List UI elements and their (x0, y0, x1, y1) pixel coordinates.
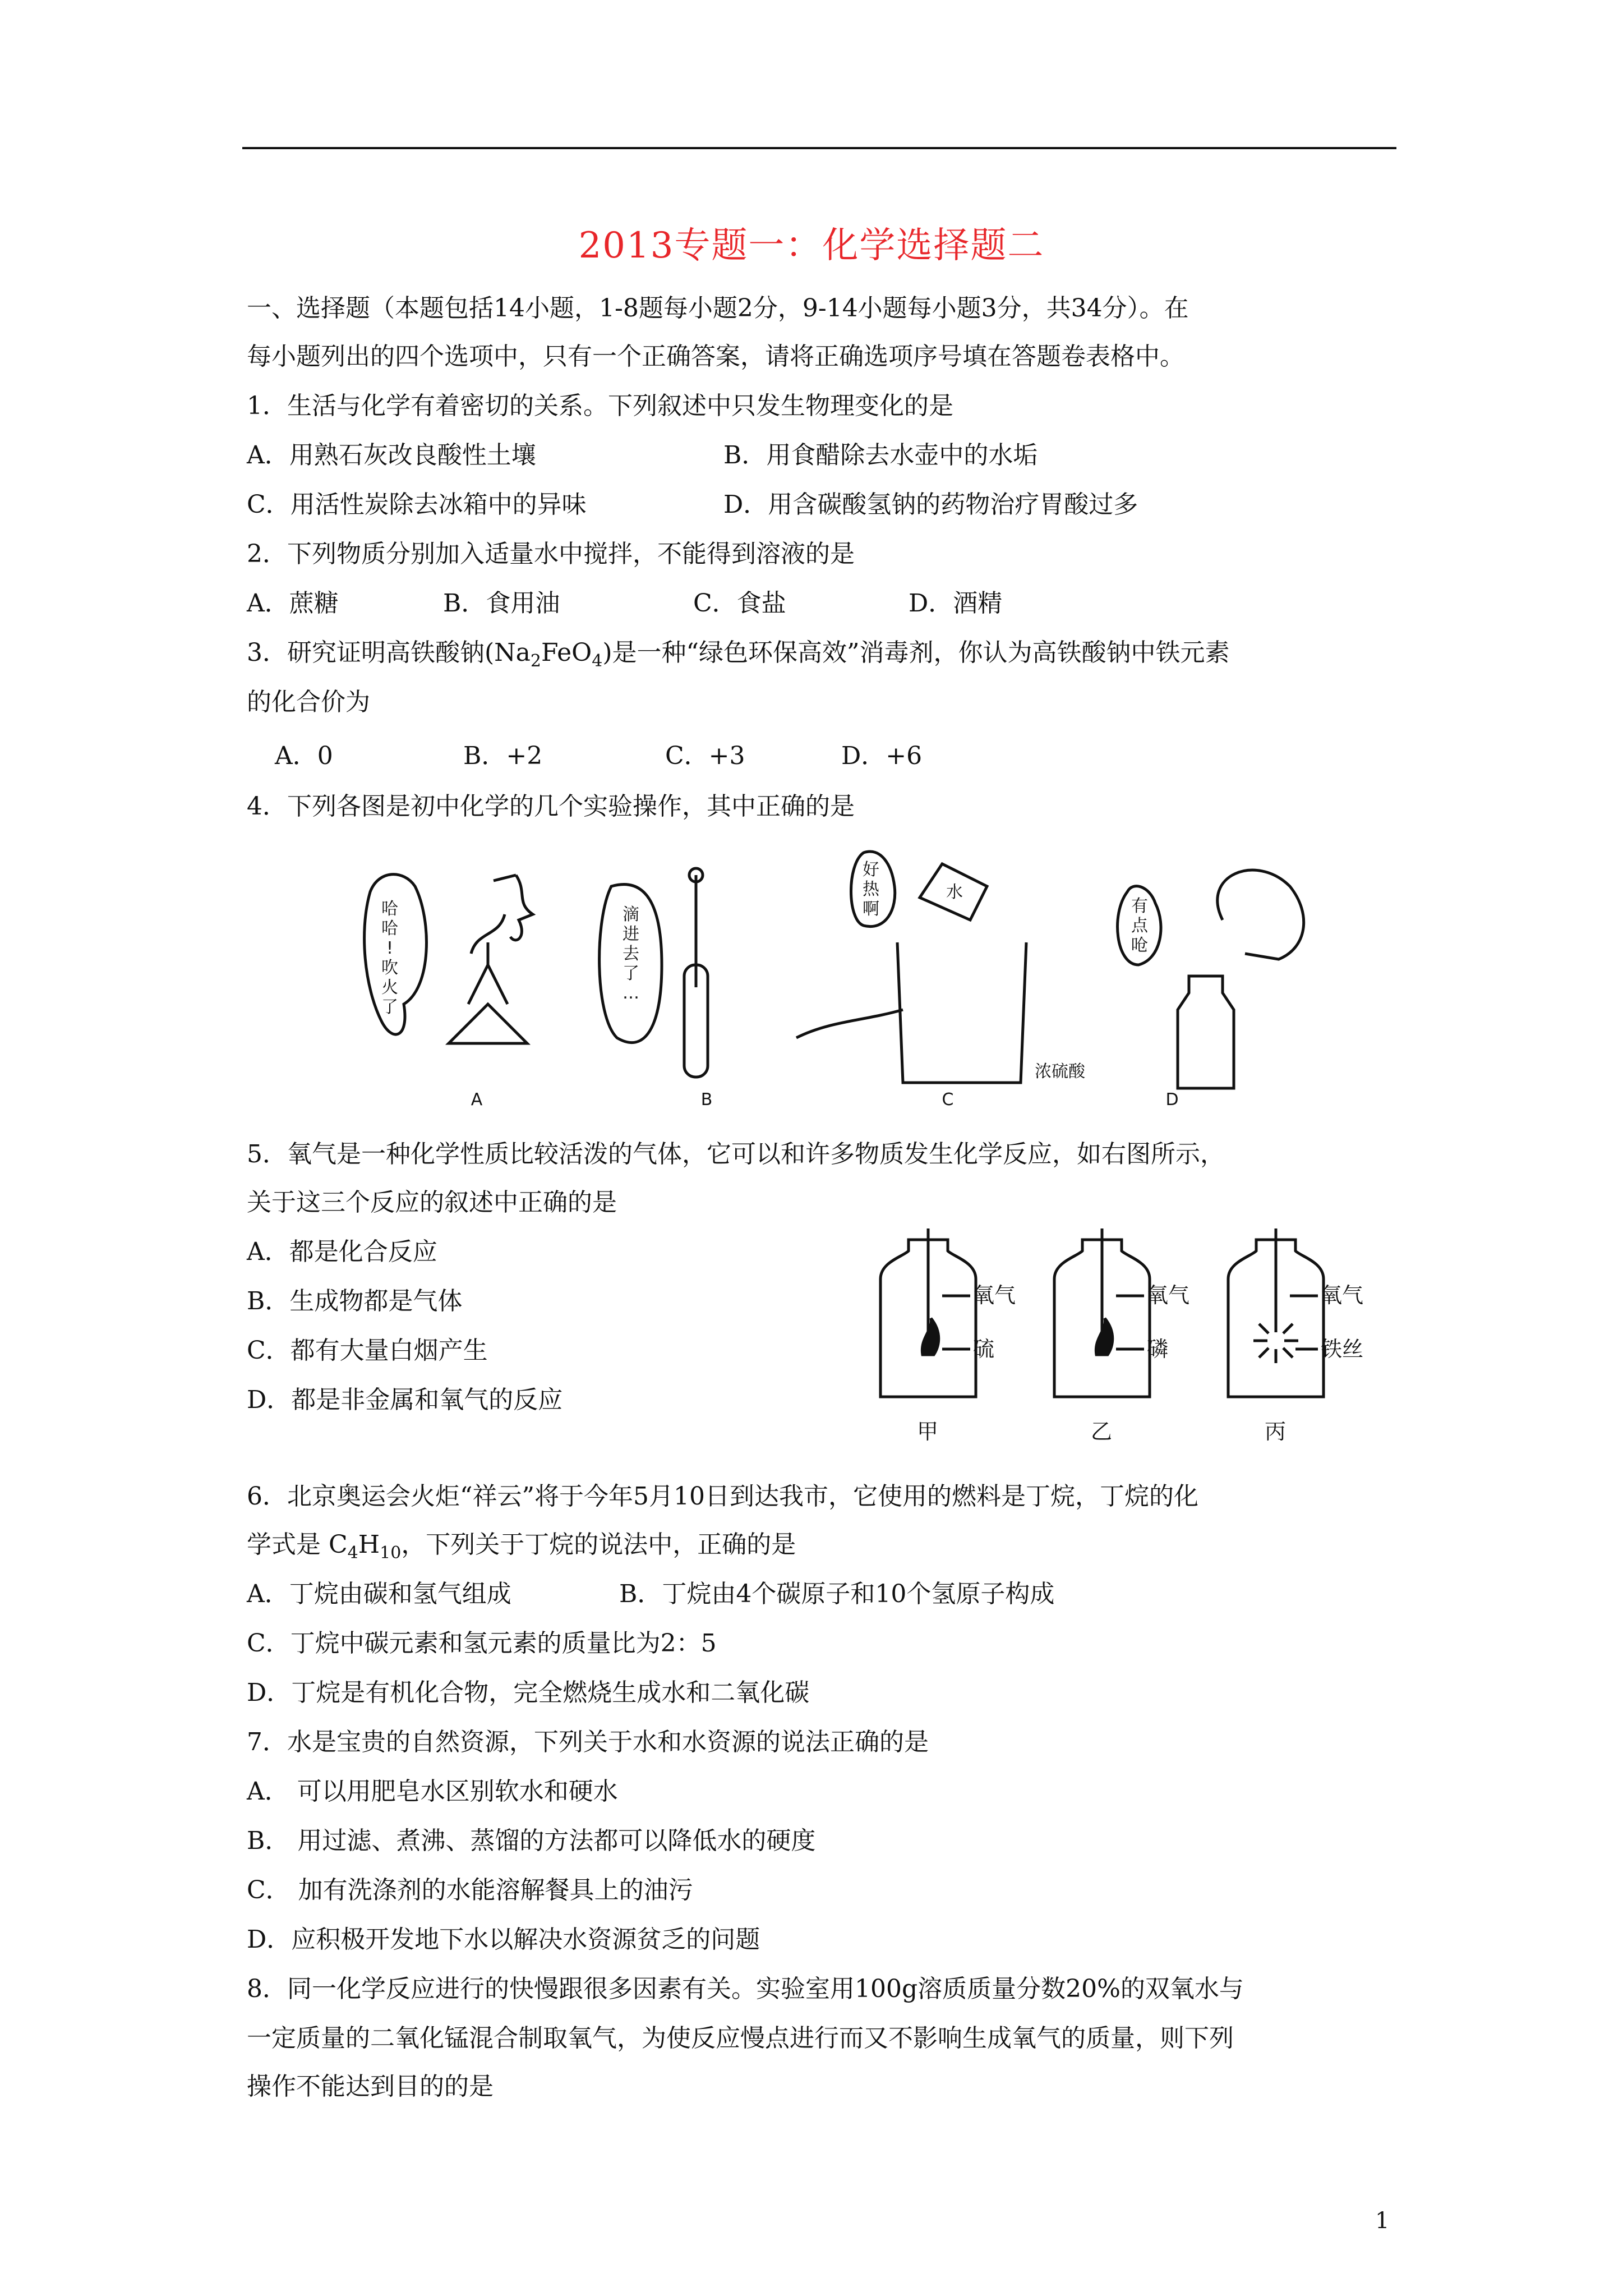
fig-a-lamp-icon (449, 942, 527, 1043)
jar-2-top-label: 氧气 (1147, 1283, 1190, 1308)
q4-stem: 4．下列各图是初中化学的几个实验操作，其中正确的是 (247, 792, 855, 821)
q3-stem-line-2: 的化合价为 (247, 688, 370, 716)
intro-line-1: 一、选择题（本题包括14小题，1-8题每小题2分，9-14小题每小题3分，共34分）。在 (247, 294, 1189, 323)
q6-stem-line-1: 6．北京奥运会火炬“祥云”将于今年5月10日到达我市，它使用的燃料是丁烷，丁烷的化 (247, 1482, 1198, 1511)
page-title: 2013专题一：化学选择题二 (578, 225, 1045, 266)
q6-option-a: A．丁烷由碳和氢气组成 (247, 1580, 511, 1608)
q6-option-d: D．丁烷是有机化合物，完全燃烧生成水和二氧化碳 (247, 1678, 810, 1707)
intro-line-2: 每小题列出的四个选项中，只有一个正确答案，请将正确选项序号填在答题卷表格中。 (247, 342, 1184, 371)
fig-c-bubble-char-3: 啊 (863, 899, 879, 919)
q1-option-d: D．用含碳酸氢钠的药物治疗胃酸过多 (723, 490, 1138, 519)
fig-b-bubble-char-5: … (623, 983, 639, 1003)
q3-option-c: C．+3 (665, 742, 745, 770)
q1-option-a: A．用熟石灰改良酸性土壤 (247, 441, 536, 470)
jar-1-name: 甲 (917, 1419, 939, 1444)
q5-option-a: A．都是化合反应 (247, 1237, 437, 1266)
fig-c-water-label: 水 (946, 882, 963, 902)
fig-c-bubble-char-1: 好 (863, 860, 879, 880)
fig-c-hand-icon (796, 1010, 903, 1038)
jar-3-bottom-label: 铁丝 (1321, 1337, 1364, 1361)
jar-1-flame-icon (922, 1318, 938, 1355)
q6-option-b: B．丁烷由4个碳原子和10个氢原子构成 (619, 1580, 1055, 1608)
fig-b-bubble-char-1: 滴 (623, 905, 639, 924)
fig-c-bubble-char-2: 热 (863, 880, 879, 899)
jar-2-bottom-label: 磷 (1147, 1337, 1169, 1361)
fig-b-bubble-char-2: 进 (623, 924, 639, 944)
fig-a-bubble-char-1: 哈 (381, 899, 398, 919)
q8-stem-line-3: 操作不能达到目的的是 (247, 2072, 494, 2101)
q6-sub-2: 10 (380, 1543, 402, 1563)
q3-option-a: A．0 (275, 742, 333, 770)
jar-1-bottom-label: 硫 (973, 1337, 995, 1361)
q3-sub-1: 2 (530, 651, 541, 671)
q6-stem-line-2 (247, 1528, 796, 1570)
fig-c-acid-label: 浓硫酸 (1035, 1062, 1085, 1082)
q7-option-b: B． 用过滤、煮沸、蒸馏的方法都可以降低水的硬度 (247, 1826, 816, 1855)
q2-option-a: A．蔗糖 (247, 589, 339, 618)
jar-1-top-label: 氧气 (973, 1283, 1016, 1308)
fig-d-bubble-char-2: 点 (1131, 916, 1148, 936)
q5-figure (864, 1228, 1402, 1453)
jar-2-name: 乙 (1091, 1419, 1113, 1444)
q5-option-d: D．都是非金属和氧气的反应 (247, 1386, 563, 1414)
q1-option-c: C．用活性炭除去冰箱中的异味 (247, 490, 587, 519)
q3-sub-2: 4 (592, 651, 603, 671)
q5-option-b: B．生成物都是气体 (247, 1287, 463, 1315)
q2-option-b: B．食用油 (443, 589, 560, 618)
q4-figure (348, 853, 1312, 1111)
q6-stem-mid: H (358, 1530, 380, 1559)
q3-stem (247, 636, 1229, 678)
q3-stem-post: )是一种“绿色环保高效”消毒剂，你认为高铁酸钠中铁元素 (602, 638, 1230, 667)
q3-option-d: D．+6 (841, 742, 923, 770)
page-number: 1 (1375, 2208, 1390, 2234)
fig-a-face-icon (494, 875, 533, 940)
q6-stem-post: ，下列关于丁烷的说法中，正确的是 (401, 1530, 796, 1559)
q3-stem-pre: 3．研究证明高铁酸钠(Na (247, 638, 531, 667)
q7-option-a: A． 可以用肥皂水区别软水和硬水 (247, 1777, 618, 1806)
fig-d-bottle-icon (1178, 976, 1234, 1088)
header-rule (242, 147, 1396, 149)
q3-option-b: B．+2 (463, 742, 543, 770)
q8-stem-line-1: 8．同一化学反应进行的快慢跟很多因素有关。实验室用100g溶质质量分数20%的双氧水与 (247, 1975, 1244, 2003)
fig-label-c: C (942, 1090, 954, 1110)
fig-b-bubble-char-3: 去 (623, 944, 639, 964)
fig-label-b: B (700, 1090, 713, 1110)
jar-3-name: 丙 (1265, 1419, 1287, 1444)
q7-option-c: C． 加有洗涤剂的水能溶解餐具上的油污 (247, 1876, 693, 1904)
q7-option-d: D．应积极开发地下水以解决水资源贫乏的问题 (247, 1925, 760, 1954)
q2-option-c: C．食盐 (693, 589, 786, 618)
fig-a-bubble-char-5: 火 (381, 978, 398, 997)
fig-d-head-icon (1218, 870, 1304, 959)
jar-3-top-label: 氧气 (1321, 1283, 1364, 1308)
q5-stem-line-1: 5．氧气是一种化学性质比较活泼的气体，它可以和许多物质发生化学反应，如右图所示， (247, 1140, 1225, 1168)
fig-d-bubble-char-1: 有 (1131, 896, 1148, 916)
jar-3-spark-icon (1253, 1318, 1298, 1363)
fig-a-bubble-char-6: 了 (381, 997, 398, 1017)
q5-option-c: C．都有大量白烟产生 (247, 1336, 488, 1365)
fig-a-bubble-char-3: ! (386, 938, 394, 958)
q3-stem-mid: FeO (541, 638, 592, 667)
fig-a-bubble-char-4: 吹 (381, 958, 398, 978)
fig-c-beaker-icon (897, 942, 1026, 1083)
fig-label-d: D (1165, 1090, 1179, 1110)
q2-option-d: D．酒精 (909, 589, 1003, 618)
fig-d-bubble-char-3: 呛 (1131, 936, 1148, 955)
fig-label-a: A (471, 1090, 483, 1110)
fig-a-bubble-char-2: 哈 (381, 919, 398, 938)
q6-stem-pre: 学式是 C (247, 1530, 348, 1559)
q8-stem-line-2: 一定质量的二氧化锰混合制取氧气，为使反应慢点进行而又不影响生成氧气的质量，则下列 (247, 2024, 1234, 2053)
fig-b-bubble-char-4: 了 (623, 964, 639, 983)
q2-stem: 2．下列物质分别加入适量水中搅拌，不能得到溶液的是 (247, 540, 855, 568)
q1-option-b: B．用食醋除去水壶中的水垢 (723, 441, 1038, 470)
jar-2-flame-icon (1096, 1318, 1112, 1355)
q5-stem-line-2: 关于这三个反应的叙述中正确的是 (247, 1188, 617, 1217)
q6-sub-1: 4 (347, 1543, 358, 1563)
q6-option-c: C．丁烷中碳元素和氢元素的质量比为2：5 (247, 1629, 717, 1658)
q1-stem: 1．生活与化学有着密切的关系。下列叙述中只发生物理变化的是 (247, 392, 953, 420)
q7-stem: 7．水是宝贵的自然资源，下列关于水和水资源的说法正确的是 (247, 1728, 929, 1756)
